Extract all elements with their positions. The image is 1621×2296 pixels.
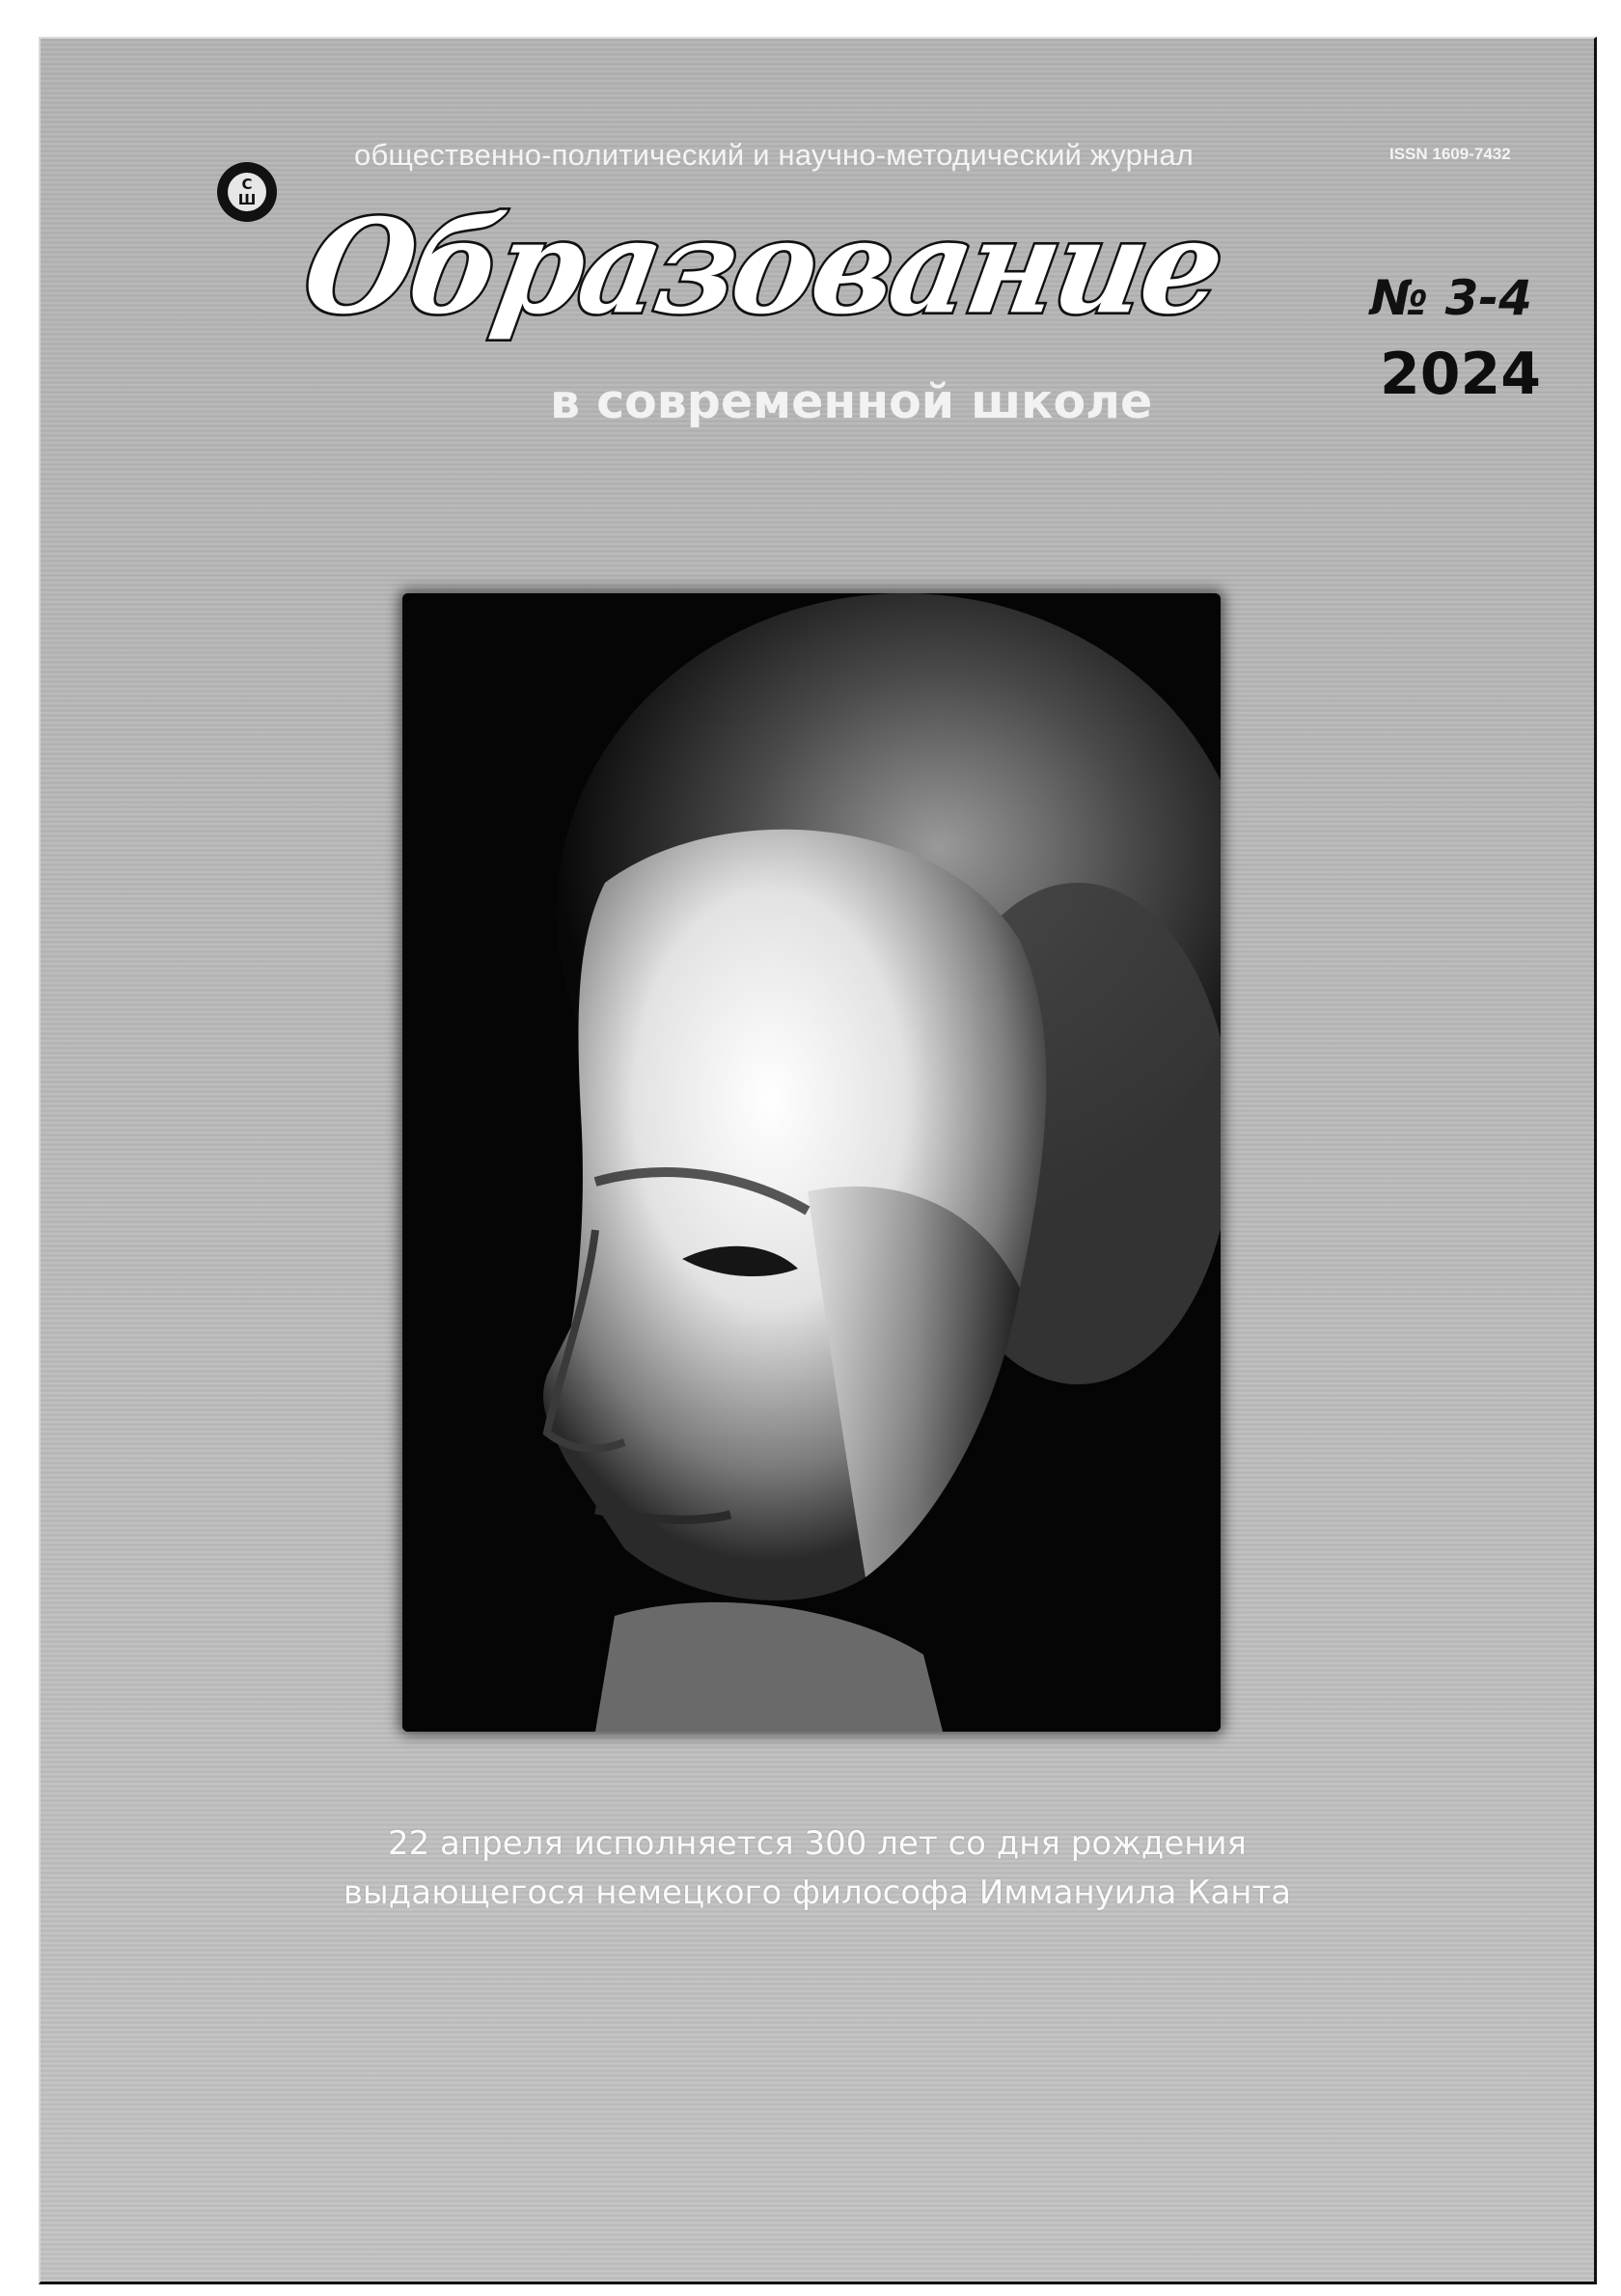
issue-year: 2024 <box>1380 341 1541 408</box>
issue-number: № 3-4 <box>1370 270 1532 326</box>
caption-line-2: выдающегося немецкого философа Иммануила Канта <box>343 1873 1292 1912</box>
issn-label: ISSN 1609-7432 <box>1389 145 1511 163</box>
school-emblem-icon <box>214 159 280 225</box>
logo-letter-bottom: Ш <box>237 191 257 208</box>
caption-line-1: 22 апреля исполняется 300 лет со дня рождения <box>387 1824 1248 1863</box>
logo-letter-top: С <box>241 176 253 193</box>
magazine-title: Образование <box>293 191 1233 343</box>
cover-caption <box>41 1819 1594 1918</box>
cover-portrait <box>402 593 1221 1732</box>
magazine-cover <box>39 37 1597 2284</box>
portrait-illustration <box>402 593 1221 1732</box>
magazine-subtitle: в современной школе <box>550 374 1153 429</box>
journal-subtitle: общественно-политический и научно-методический журнал <box>354 138 1195 172</box>
